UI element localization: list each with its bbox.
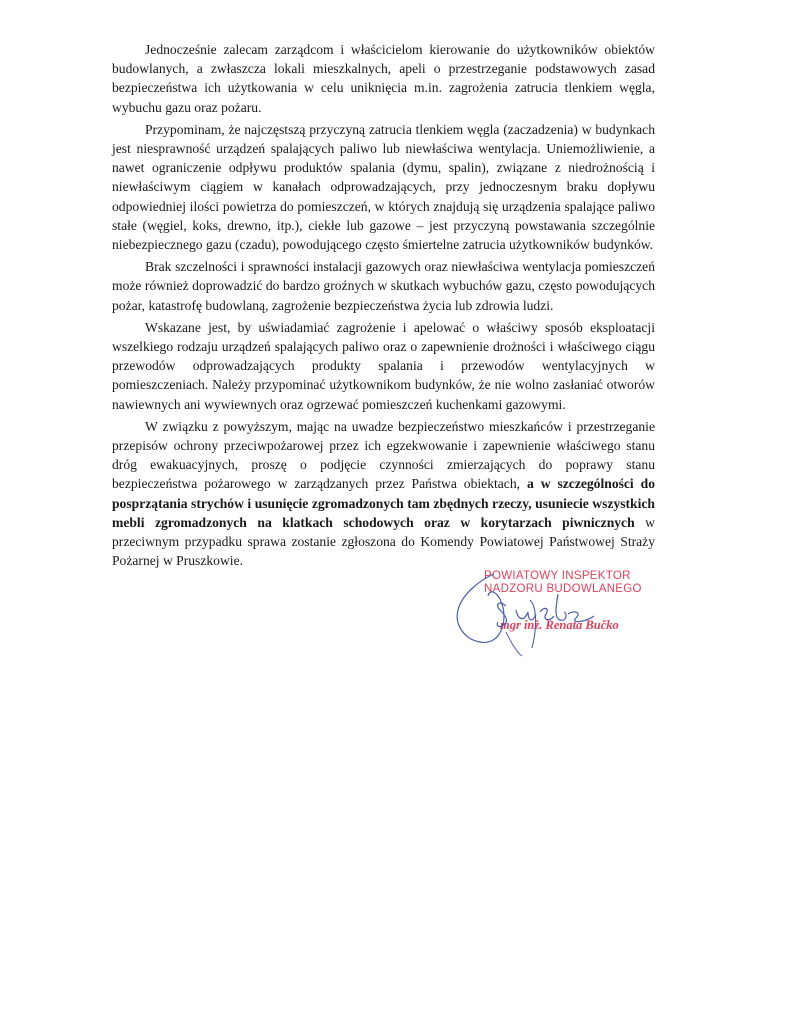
paragraph-fire-safety [112, 417, 655, 571]
paragraph-recommendation: Jednocześnie zalecam zarządcom i właścicielom kierowanie do użytkowników obiektów budowlanych, a zwłaszcza lokali mieszkalnych, apeli o przestrzeganie podstawowych zasad bezpieczeństwa ich użytkowania w celu uniknięcia m.in. zagrożenia zatrucia tlenkiem węgla, wybuchu gazu oraz pożaru. [112, 42, 655, 115]
paragraph-fire-safety-start: W związku z powyższym, mając na uwadze bezpieczeństwo mieszkańców i przestrzeganie przepisów ochrony przeciwpożarowej przez ich egzekwowanie i zapewnienie właściwego stanu dróg ewakuacyjnych, proszę o podjęcie czynności zmierzających do poprawy stanu bezpieczeństwa pożarowego w zarządzanych przez Państwa obiektach, [112, 418, 655, 492]
paragraph-awareness: Wskazane jest, by uświadamiać zagrożenie i apelować o właściwy sposób eksploatacji wszelkiego rodzaju urządzeń spalających paliwo oraz o zapewnienie drożności i właściwego ciągu przewodów odprowadzających produkty spalania i przewodów wentylacyjnych w pomieszczeniach. Należy przypominać użytkownikom budynków, że nie wolno zasłaniać otworów nawiewnych ani wywiewnych oraz ogrzewać pomieszczeń kuchenkami gazowymi. [112, 319, 655, 412]
handwritten-signature [440, 560, 660, 670]
paragraph-carbon-monoxide: Przypominam, że najczęstszą przyczyną zatrucia tlenkiem węgla (zaczadzenia) w budynkach jest niesprawność urządzeń spalających paliwo lub niewłaściwa wentylacja. Uniemożliwienie, a nawet ograniczenie odpływu produktów spalania (dymu, spalin), związane z niedrożnością i niewłaściwym ciągiem w kanałach odprowadzających, przy jednoczesnym braku dopływu odpowiedniej ilości powietrza do pomieszczeń, w których znajdują się urządzenia spalające paliwo stałe (węgiel, koks, drewno, itp.), ciekłe lub gazowe – jest przyczyną powstawania szczególnie niebezpiecznego gazu (czadu), powodującego często śmiertelne zatrucia użytkowników budynków. [112, 121, 655, 253]
inspector-stamp [440, 560, 660, 670]
stamp-signatory-name: mgr inż. Renata Bučko [500, 618, 619, 632]
paragraph-fire-safety-bold: a w szczególności do posprzątania strychów i usunięcie zgromadzonych tam zbędnych rzeczy, usuniecie wszystkich mebli zgromadzonych na klatkach schodowych oraz w korytarzach piwnicznych [112, 476, 656, 530]
letter-body [112, 40, 655, 570]
stamp-title-line2: NADZORU BUDOWLANEGO [484, 583, 642, 595]
paragraph-gas-installations: Brak szczelności i sprawności instalacji gazowych oraz niewłaściwa wentylacja pomieszczeń może również doprowadzić do bardzo groźnych w skutkach wybuchów gazu, często powodujących pożar, katastrofę budowlaną, zagrożenie bezpieczeństwa życia lub zdrowia ludzi. [112, 259, 655, 313]
stamp-title-line1: POWIATOWY INSPEKTOR [484, 570, 631, 582]
paragraph-fire-safety-end: w przeciwnym przypadku sprawa zostanie zgłoszona do Komendy Powiatowej Państwowej Straży Pożarnej w Pruszkowie. [112, 514, 655, 569]
